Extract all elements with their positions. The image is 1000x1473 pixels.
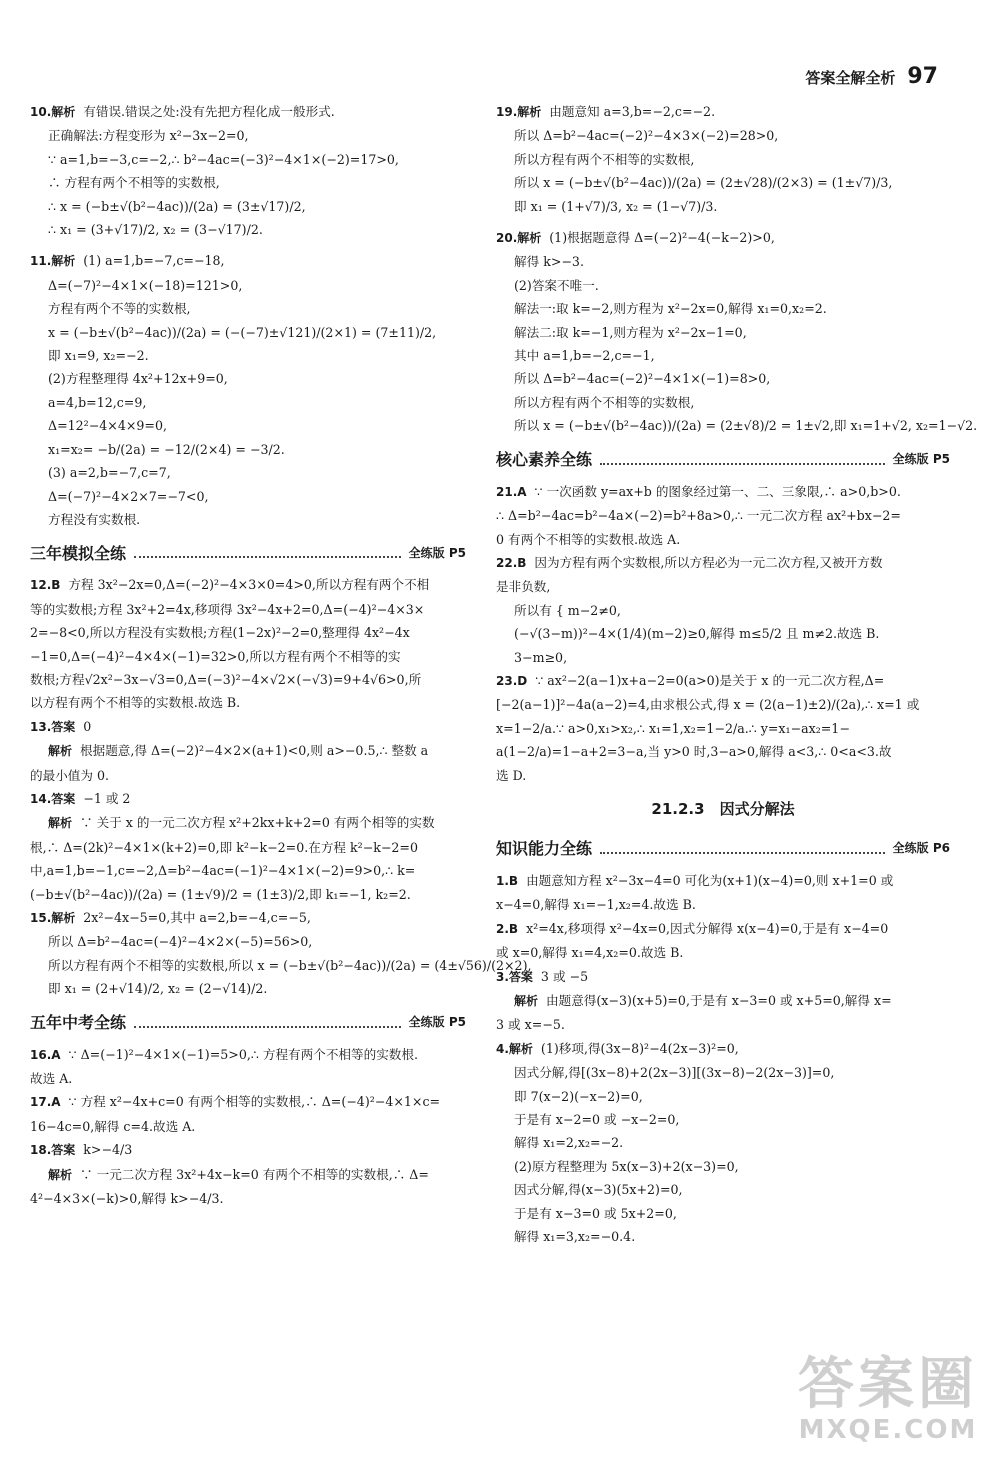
question-number: 13.答案 (30, 719, 76, 734)
solution-line: Δ=12²−4×4×9=0, (48, 418, 167, 434)
solution-4 (496, 1037, 950, 1249)
question-number: 18.答案 (30, 1143, 76, 1158)
solution-2 (496, 917, 950, 965)
solution-14 (30, 787, 466, 906)
solution-line: 所以 x = (−b±√(b²−4ac))/(2a) = (2±√8)/2 = 1±√2,即 x₁=1+√2, x₂=1−√2. (514, 418, 978, 434)
question-number: 23.D (496, 673, 528, 688)
watermark-logo (798, 1352, 978, 1445)
section-ref: 全练版 P5 (408, 545, 466, 560)
question-number: 16.A (30, 1047, 61, 1062)
section-divider (134, 1018, 401, 1028)
solution-line: 于是有 x−3=0 或 5x+2=0, (514, 1205, 677, 1221)
right-column (496, 100, 978, 1248)
solution-line: 等的实数根;方程 3x²+2=4x,移项得 3x²−4x+2=0,Δ=(−4)²−4×3× (30, 601, 425, 617)
solution-line: 即 x₁ = (1+√7)/3, x₂ = (1−√7)/3. (514, 198, 718, 214)
solution-line: 根据题意,得 Δ=(−2)²−4×2×(a+1)<0,则 a>−0.5,∴ 整数 a (80, 743, 429, 759)
solution-line: 方程有两个不等的实数根, (48, 301, 191, 317)
solution-21 (496, 480, 950, 551)
solution-line: ∵ ax²−2(a−1)x+a−2=0(a>0)是关于 x 的一元二次方程,Δ= (535, 672, 885, 688)
page-header (805, 64, 938, 89)
solution-line: ∵ Δ=(−1)²−4×1×(−1)=5>0,∴ 方程有两个不相等的实数根. (68, 1046, 418, 1062)
solution-3 (496, 965, 950, 1037)
solution-line: 的最小值为 0. (30, 767, 109, 783)
question-number: 4.解析 (496, 1041, 533, 1056)
solution-line: Δ=(−7)²−4×2×7=−7<0, (48, 488, 209, 504)
watermark-text: 答案圈 (798, 1352, 978, 1417)
solution-line: 3 或 x=−5. (496, 1017, 565, 1033)
section-title: 核心素养全练 (496, 449, 593, 469)
solution-20 (496, 226, 978, 438)
solution-line: ∵ 方程 x²−4x+c=0 有两个相等的实数根,∴ Δ=(−4)²−4×1×c= (68, 1094, 441, 1110)
solution-line: a(1−2/a)=1−a+2=3−a,当 y>0 时,3−a>0,解得 a<3,∴ 0<a<3.故 (496, 744, 892, 760)
solution-line: 2x²−4x−5=0,其中 a=2,b=−4,c=−5, (83, 910, 311, 925)
section-title: 五年中考全练 (30, 1012, 127, 1032)
solution-23 (496, 669, 950, 787)
section-ref: 全练版 P5 (408, 1014, 466, 1029)
section-ref: 全练版 P5 (892, 451, 950, 466)
solution-line: 解得 k>−3. (514, 254, 584, 270)
chapter-heading: 21.2.3 因式分解法 (651, 799, 795, 818)
question-number: 1.B (496, 873, 519, 888)
solution-line: 或 x=0,解得 x₁=4,x₂=0.故选 B. (496, 945, 684, 961)
section-header-hexin (496, 444, 950, 476)
solution-line: x−4=0,解得 x₁=−1,x₂=4.故选 B. (496, 897, 696, 913)
solution-line: 所以 Δ=b²−4ac=(−2)²−4×1×(−1)=8>0, (514, 371, 771, 387)
analysis-label: 解析 (514, 994, 539, 1008)
answer-value: 3 或 −5 (540, 968, 589, 984)
question-number: 14.答案 (30, 791, 76, 806)
solution-line: x = (−b±√(b²−4ac))/(2a) = (−(−7)±√121)/(2×1) = (7±11)/2, (48, 324, 437, 340)
solution-13 (30, 715, 466, 787)
solution-line: ∴ x₁ = (3+√17)/2, x₂ = (3−√17)/2. (48, 222, 263, 238)
analysis-label: 解析 (48, 816, 73, 831)
solution-19 (496, 100, 950, 218)
question-number: 3.答案 (496, 969, 533, 984)
question-number: 20.解析 (496, 231, 542, 246)
solution-line: ∵ 关于 x 的一元二次方程 x²+2kx+k+2=0 有两个相等的实数 (80, 815, 435, 831)
solution-line: 0 有两个不相等的实数根.故选 A. (496, 531, 681, 547)
solution-line: 中,a=1,b=−1,c=−2,Δ=b²−4ac=(−1)²−4×1×(−2)=9>0,∴ k= (30, 863, 416, 879)
solution-line: x=1−2/a.∵ a>0,x₁>x₂,∴ x₁=1,x₂=1−2/a.∴ y=x₁−ax₂=1− (496, 720, 850, 736)
solution-line: (1)根据题意得 Δ=(−2)²−4(−k−2)>0, (549, 230, 775, 246)
section-title: 知识能力全练 (496, 839, 593, 859)
analysis-label: 解析 (48, 1167, 73, 1182)
section-divider (134, 548, 401, 558)
solution-line: 以方程有两个不相等的实数根.故选 B. (30, 695, 241, 711)
solution-line: 是非负数, (496, 579, 551, 595)
answer-value: −1 或 2 (83, 790, 131, 806)
solution-line: 故选 A. (30, 1071, 73, 1087)
solution-line: (−√(3−m))²−4×(1/4)(m−2)≥0,解得 m≤5/2 且 m≠2.故选 B. (514, 626, 880, 642)
section-title: 三年模拟全练 (30, 543, 127, 563)
solution-line: 数根;方程√2x²−3x−√3=0,Δ=(−3)²−4×√2×(−√3)=9+4√6>0,所 (30, 671, 422, 687)
question-number: 19.解析 (496, 105, 542, 119)
solution-line: 所以 Δ=b²−4ac=(−4)²−4×2×(−5)=56>0, (48, 934, 313, 950)
solution-line: 因式分解,得[(3x−8)+2(2x−3)][(3x−8)−2(2x−3)]=0, (514, 1065, 835, 1081)
solution-line: 选 D. (496, 767, 527, 783)
solution-line: 所以 x = (−b±√(b²−4ac))/(2a) = (2±√28)/(2×3) = (1±√7)/3, (514, 175, 893, 191)
solution-line: Δ=(−7)²−4×1×(−18)=121>0, (48, 277, 243, 293)
solution-line: 所以方程有两个不相等的实数根,所以 x = (−b±√(b²−4ac))/(2a) = (4±√56)/(2×2), (48, 957, 532, 973)
solution-line: 根,∴ Δ=(2k)²−4×1×(k+2)=0,即 k²−k−2=0.在方程 k²−k−2=0 (30, 839, 419, 855)
solution-line: 所以方程有两个不相等的实数根, (514, 394, 695, 410)
question-number: 21.A (496, 484, 527, 499)
solution-line: 方程 3x²−2x=0,Δ=(−2)²−4×3×0=4>0,所以方程有两个不相 (68, 577, 430, 593)
solution-line: 16−4c=0,解得 c=4.故选 A. (30, 1118, 196, 1134)
solution-line: 由题意知 a=3,b=−2,c=−2. (549, 104, 716, 119)
solution-11 (30, 249, 466, 531)
solution-line: 由题意得(x−3)(x+5)=0,于是有 x−3=0 或 x+5=0,解得 x= (546, 993, 892, 1008)
solution-line: 其中 a=1,b=−2,c=−1, (514, 348, 655, 364)
solution-line: 即 x₁=9, x₂=−2. (48, 348, 149, 364)
solution-line: (2)原方程整理为 5x(x−3)+2(x−3)=0, (514, 1158, 739, 1174)
question-number: 22.B (496, 555, 527, 570)
solution-12 (30, 573, 466, 714)
section-header-zhishi (496, 833, 950, 865)
solution-1 (496, 869, 950, 917)
solution-17 (30, 1090, 466, 1138)
solution-line: ∴ 方程有两个不相等的实数根, (48, 175, 220, 191)
solution-line: 方程没有实数根. (48, 511, 141, 527)
solution-line: −1=0,Δ=(−4)²−4×4×(−1)=32>0,所以方程有两个不相等的实 (30, 648, 401, 664)
section-divider (600, 455, 885, 465)
solution-line: 解法二:取 k=−1,则方程为 x²−2x−1=0, (514, 324, 747, 340)
solution-line: ∴ x = (−b±√(b²−4ac))/(2a) = (3±√17)/2, (48, 198, 306, 214)
solution-line: ∵ a=1,b=−3,c=−2,∴ b²−4ac=(−3)²−4×1×(−2)=17>0, (48, 151, 399, 167)
solution-line: 解法一:取 k=−2,则方程为 x²−2x=0,解得 x₁=0,x₂=2. (514, 301, 827, 317)
solution-line: ∴ Δ=b²−4ac=b²−4a×(−2)=b²+8a>0,∴ 一元二次方程 ax²+bx−2= (496, 508, 901, 524)
solution-10 (30, 100, 466, 241)
solution-line: 由题意知方程 x²−3x−4=0 可化为(x+1)(x−4)=0,则 x+1=0 或 (526, 872, 894, 888)
section-ref: 全练版 P6 (892, 841, 950, 856)
solution-line: 于是有 x−2=0 或 −x−2=0, (514, 1112, 680, 1128)
question-number: 12.B (30, 578, 61, 593)
solution-line: 4²−4×3×(−k)>0,解得 k>−4/3. (30, 1191, 224, 1207)
solution-line: (1)移项,得(3x−8)²−4(2x−3)²=0, (540, 1040, 739, 1056)
question-number: 15.解析 (30, 911, 76, 925)
question-number: 11.解析 (30, 254, 76, 269)
section-header-wunian (30, 1007, 466, 1039)
solution-line: 即 7(x−2)(−x−2)=0, (514, 1088, 643, 1104)
solution-line: ∵ 一元二次方程 3x²+4x−k=0 有两个不相等的实数根,∴ Δ= (80, 1166, 429, 1182)
solution-line: 所以 Δ=b²−4ac=(−2)²−4×3×(−2)=28>0, (514, 128, 779, 144)
solution-line: 因为方程有两个实数根,所以方程必为一元二次方程,又被开方数 (534, 554, 883, 570)
solution-line: 正确解法:方程变形为 x²−3x−2=0, (48, 128, 249, 144)
solution-18 (30, 1138, 466, 1210)
solution-line: 解得 x₁=2,x₂=−2. (514, 1135, 624, 1151)
solution-line: a=4,b=12,c=9, (48, 394, 147, 410)
solution-line: [−2(a−1)]²−4a(a−2)=4,由求根公式,得 x = (2(a−1)±2)/(2a),∴ x=1 或 (496, 697, 920, 713)
watermark-url: MXQE.COM (798, 1415, 978, 1445)
solution-line: (2)答案不唯一. (514, 277, 599, 293)
solution-line: 解得 x₁=3,x₂=−0.4. (514, 1229, 636, 1245)
solution-16 (30, 1043, 466, 1091)
analysis-label: 解析 (48, 744, 73, 759)
page-number: 97 (907, 64, 938, 89)
header-title: 答案全解全析 (805, 69, 896, 87)
solution-line: 2=−8<0,所以方程没有实数根;方程(1−2x)²−2=0,整理得 4x²−4x (30, 625, 410, 641)
solution-line: ∵ 一次函数 y=ax+b 的图象经过第一、二、三象限,∴ a>0,b>0. (534, 483, 901, 499)
answer-value: k>−4/3 (83, 1142, 133, 1158)
solution-line: (−b±√(b²−4ac))/(2a) = (1±√9)/2 = (1±3)/2,即 k₁=−1, k₂=2. (30, 886, 411, 902)
section-header-sannian (30, 537, 466, 569)
solution-line: (1) a=1,b=−7,c=−18, (83, 253, 225, 269)
solution-22 (496, 551, 950, 669)
solution-line: x²=4x,移项得 x²−4x=0,因式分解得 x(x−4)=0,于是有 x−4=0 (526, 920, 889, 936)
solution-line: 所以方程有两个不相等的实数根, (514, 151, 695, 167)
solution-line: 因式分解,得(x−3)(5x+2)=0, (514, 1182, 683, 1198)
solution-line: 所以有 { m−2≠0, (514, 602, 621, 618)
answer-value: 0 (83, 718, 92, 734)
solution-line: (2)方程整理得 4x²+12x+9=0, (48, 371, 228, 387)
question-number: 10.解析 (30, 105, 76, 119)
solution-line: 有错误.错误之处:没有先把方程化成一般形式. (83, 104, 335, 119)
question-number: 17.A (30, 1095, 61, 1110)
solution-line: 3−m≥0, (514, 649, 568, 665)
section-divider (600, 844, 885, 854)
solution-line: 即 x₁ = (2+√14)/2, x₂ = (2−√14)/2. (48, 981, 268, 997)
solution-line: (3) a=2,b=−7,c=7, (48, 465, 171, 481)
question-number: 2.B (496, 921, 519, 936)
solution-line: x₁=x₂= −b/(2a) = −12/(2×4) = −3/2. (48, 441, 285, 457)
